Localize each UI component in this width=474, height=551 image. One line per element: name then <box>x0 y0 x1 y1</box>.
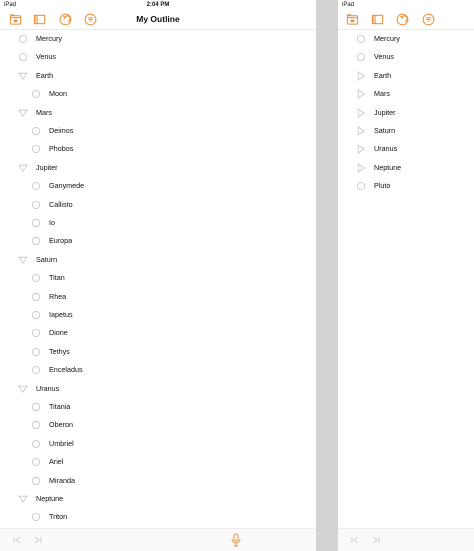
bullet-circle-icon[interactable] <box>31 310 41 320</box>
status-bar-secondary <box>338 0 474 10</box>
undo-icon[interactable] <box>396 13 409 26</box>
expanded-triangle-icon[interactable] <box>18 163 28 173</box>
outline-row[interactable] <box>338 30 474 48</box>
outline-row-label[interactable]: Miranda <box>49 475 75 485</box>
bullet-circle-icon[interactable] <box>18 52 28 62</box>
folder-icon[interactable] <box>346 13 359 26</box>
bullet-circle-icon[interactable] <box>31 126 41 136</box>
outline-row-label[interactable]: Uranus <box>36 383 60 393</box>
indent-icon[interactable] <box>371 535 381 545</box>
outline-row-label[interactable]: Mercury <box>374 34 400 43</box>
outline-row[interactable] <box>0 416 316 434</box>
outline-row[interactable] <box>0 159 316 177</box>
outline-row-label[interactable]: Mars <box>374 89 390 99</box>
outline-row[interactable] <box>0 288 316 306</box>
bullet-circle-icon[interactable] <box>31 181 41 191</box>
microphone-icon[interactable] <box>230 533 242 547</box>
outline-row[interactable] <box>0 85 316 103</box>
outline-row-label[interactable]: Callisto <box>49 199 73 209</box>
sidebar-icon[interactable] <box>371 13 384 26</box>
toolbar <box>0 10 316 30</box>
toolbar-secondary <box>338 10 474 30</box>
bullet-circle-icon[interactable] <box>31 236 41 246</box>
outline-row-label[interactable]: Titania <box>49 402 71 411</box>
bullet-circle-icon[interactable] <box>31 218 41 228</box>
bullet-circle-icon[interactable] <box>31 292 41 302</box>
bullet-circle-icon[interactable] <box>31 347 41 357</box>
bullet-circle-icon[interactable] <box>18 34 28 44</box>
outline-row[interactable] <box>338 140 474 158</box>
collapsed-triangle-icon[interactable] <box>356 89 366 99</box>
outline-row[interactable] <box>0 214 316 232</box>
bullet-circle-icon[interactable] <box>31 420 41 430</box>
bullet-circle-icon[interactable] <box>31 476 41 486</box>
outline-row[interactable] <box>338 177 474 195</box>
outline-row[interactable] <box>338 48 474 66</box>
outline-row-label[interactable]: Pluto <box>374 181 391 191</box>
outline-row-label[interactable]: Ganymede <box>49 181 85 191</box>
outline-row[interactable] <box>0 67 316 85</box>
collapsed-triangle-icon[interactable] <box>356 71 366 81</box>
collapsed-triangle-icon[interactable] <box>356 126 366 136</box>
outline-row-label[interactable]: Triton <box>49 512 68 522</box>
outline-row[interactable] <box>0 490 316 508</box>
outline-row[interactable] <box>0 472 316 490</box>
outline-row[interactable] <box>0 508 316 526</box>
outline-row-label[interactable]: Deimos <box>49 126 74 135</box>
bullet-circle-icon[interactable] <box>31 144 41 154</box>
outline-row-label[interactable]: Jupiter <box>374 107 396 117</box>
status-time: 2:04 PM <box>146 2 170 8</box>
outline-row-label[interactable]: Venus <box>36 52 56 62</box>
collapsed-triangle-icon[interactable] <box>356 163 366 173</box>
outline-row[interactable] <box>0 48 316 66</box>
bullet-circle-icon[interactable] <box>356 34 366 44</box>
bullet-circle-icon[interactable] <box>31 365 41 375</box>
bullet-circle-icon[interactable] <box>356 52 366 62</box>
status-carrier: iPad <box>4 2 17 8</box>
expanded-triangle-icon[interactable] <box>18 494 28 504</box>
expanded-triangle-icon[interactable] <box>18 255 28 265</box>
outline-row[interactable] <box>338 85 474 103</box>
outline-row-label[interactable]: Dione <box>49 328 68 338</box>
outline-row-label[interactable]: Jupiter <box>36 162 58 172</box>
bottom-bar-secondary <box>338 528 474 551</box>
outline-row-label[interactable]: Io <box>49 218 55 227</box>
status-bar <box>0 0 316 10</box>
bullet-circle-icon[interactable] <box>31 200 41 210</box>
bullet-circle-icon[interactable] <box>356 181 366 191</box>
outline-row-label[interactable]: Earth <box>36 70 54 80</box>
bullet-circle-icon[interactable] <box>31 402 41 412</box>
outline-row-label[interactable]: Earth <box>374 70 392 80</box>
expanded-triangle-icon[interactable] <box>18 108 28 118</box>
outline-row[interactable] <box>0 453 316 471</box>
outdent-icon[interactable] <box>12 535 22 545</box>
collapsed-triangle-icon[interactable] <box>356 108 366 118</box>
outline-row[interactable] <box>0 122 316 140</box>
outline-row[interactable] <box>0 380 316 398</box>
outline-row[interactable] <box>0 104 316 122</box>
outline-row[interactable] <box>0 324 316 342</box>
outline-row-label[interactable]: Europa <box>49 236 73 246</box>
expanded-triangle-icon[interactable] <box>18 384 28 394</box>
outline-row[interactable] <box>0 343 316 361</box>
bullet-circle-icon[interactable] <box>31 328 41 338</box>
outline-row[interactable] <box>338 104 474 122</box>
outline-row-label[interactable]: Enceladus <box>49 365 83 375</box>
outline-row[interactable] <box>0 196 316 214</box>
outline-row[interactable] <box>0 251 316 269</box>
outline-row[interactable] <box>0 140 316 158</box>
outline-row-label[interactable]: Iapetus <box>49 310 73 319</box>
outline-row-label[interactable]: Rhea <box>49 291 67 301</box>
outline-row-label[interactable]: Venus <box>374 52 394 62</box>
outdent-icon[interactable] <box>350 535 360 545</box>
outline-row-label[interactable]: Neptune <box>36 494 64 503</box>
outline-row-label[interactable]: Mars <box>36 107 52 117</box>
outline-row-label[interactable]: Titan <box>49 273 65 283</box>
outline-row[interactable] <box>0 398 316 416</box>
outline-row[interactable] <box>338 67 474 85</box>
outline-row-label[interactable]: Saturn <box>36 254 58 264</box>
outline-row-label[interactable]: Tethys <box>49 346 70 356</box>
filter-icon[interactable] <box>422 13 435 26</box>
status-carrier-secondary: iPad <box>342 2 355 8</box>
outline-row-label[interactable]: Neptune <box>374 162 402 172</box>
outline-row-label[interactable]: Uranus <box>374 144 398 154</box>
outline-row-label[interactable]: Saturn <box>374 126 396 135</box>
outline-row[interactable] <box>0 30 316 48</box>
outline-row[interactable] <box>0 269 316 287</box>
outline-row[interactable] <box>338 159 474 177</box>
collapsed-triangle-icon[interactable] <box>356 144 366 154</box>
outline-row-label[interactable]: Umbriel <box>49 438 74 448</box>
outline-row-label[interactable]: Mercury <box>36 34 62 43</box>
outline-row[interactable] <box>0 361 316 379</box>
bullet-circle-icon[interactable] <box>31 512 41 522</box>
outline-row[interactable] <box>0 232 316 250</box>
bullet-circle-icon[interactable] <box>31 439 41 449</box>
expanded-triangle-icon[interactable] <box>18 71 28 81</box>
bullet-circle-icon[interactable] <box>31 457 41 467</box>
outline-row[interactable] <box>338 122 474 140</box>
outline-row-label[interactable]: Ariel <box>49 457 64 467</box>
outline-row[interactable] <box>0 177 316 195</box>
outline-pane-secondary <box>338 0 474 551</box>
outline-row-label[interactable]: Phobos <box>49 144 74 154</box>
bullet-circle-icon[interactable] <box>31 273 41 283</box>
outline-row[interactable] <box>0 435 316 453</box>
indent-icon[interactable] <box>33 535 43 545</box>
bottom-bar <box>0 528 316 551</box>
outline-row-label[interactable]: Moon <box>49 89 67 99</box>
outline-row-label[interactable]: Oberon <box>49 420 73 430</box>
bullet-circle-icon[interactable] <box>31 89 41 99</box>
document-title: My Outline <box>136 14 180 24</box>
outline-row[interactable] <box>0 306 316 324</box>
